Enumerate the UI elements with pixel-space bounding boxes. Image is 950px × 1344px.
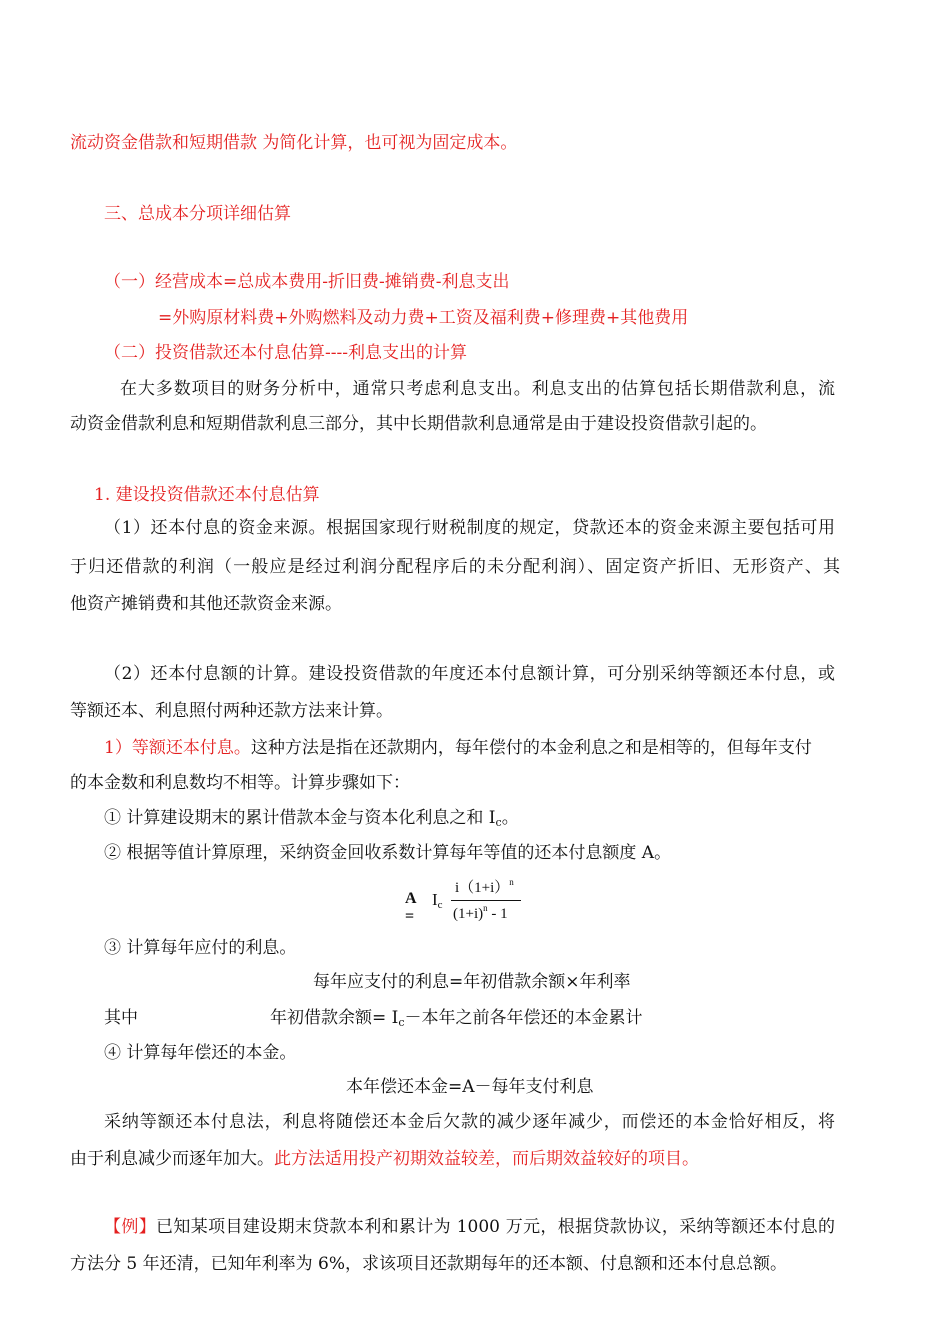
example-line xyxy=(104,1219,835,1236)
step-2: ② 根据等值计算原理，采纳资金回收系数计算每年等值的还本付息额度 A。 xyxy=(104,843,672,863)
formula-line: 本年偿还本金=A－每年支付利息 xyxy=(346,1077,594,1097)
text-line: =外购原材料费+外购燃料及动力费+工资及福利费+修理费+其他费用 xyxy=(158,308,689,328)
text-span: ① 计算建设期末的累计借款本金与资本化利息之和 I xyxy=(104,808,496,828)
paragraph-line: 在大多数项目的财务分析中，通常只考虑利息支出。利息支出的估算包括长期借款利息，流 xyxy=(120,379,835,399)
text-span: 年初借款余额= I xyxy=(270,1008,399,1028)
superscript: n xyxy=(509,877,514,887)
paragraph-line: 的本金数和利息数均不相等。计算步骤如下： xyxy=(70,773,410,793)
step-1 xyxy=(104,810,519,828)
ic-symbol: I xyxy=(432,890,438,909)
formula-numerator xyxy=(455,876,514,897)
step-3: ③ 计算每年应付的利息。 xyxy=(104,938,297,958)
section-heading: 三、总成本分项详细估算 xyxy=(104,204,291,224)
paragraph-line xyxy=(70,1151,699,1168)
subscript: c xyxy=(495,816,502,829)
fraction-bar xyxy=(451,900,521,901)
paragraph-line: 采纳等额还本付息法，利息将随偿还本金后欠款的减少逐年减少，而偿还的本金恰好相反，将 xyxy=(104,1112,835,1132)
subsection-heading: （二）投资借款还本付息估算----利息支出的计算 xyxy=(104,343,467,363)
text-span: 。 xyxy=(501,808,519,828)
paragraph-line: （2）还本付息额的计算。建设投资借款的年度还本付息额计算，可分别采纳等额还本付息，或 xyxy=(104,664,835,684)
denominator-text: (1+i) xyxy=(453,906,484,922)
paragraph-line: 动资金借款利息和短期借款利息三部分，其中长期借款利息通常是由于建设投资借款引起的。 xyxy=(70,414,767,434)
numerator-text: i（1+i） xyxy=(455,880,510,896)
formula-lhs: A = xyxy=(405,890,416,925)
paragraph-line: （1）还本付息的资金来源。根据国家现行财税制度的规定，贷款还本的资金来源主要包括可用 xyxy=(104,518,835,538)
paragraph-line: 等额还本、利息照付两种还款方法来计算。 xyxy=(70,701,393,721)
formula-line xyxy=(270,1010,643,1028)
label: 其中 xyxy=(104,1008,138,1028)
subscript: c xyxy=(398,1016,405,1029)
highlight-text: 此方法适用投产初期效益较差，而后期效益较好的项目。 xyxy=(274,1149,699,1169)
paragraph-line xyxy=(104,740,812,757)
superscript: n xyxy=(483,903,488,913)
highlight-text: 1）等额还本付息。 xyxy=(104,738,251,758)
text-span: 已知某项目建设期末贷款本利和累计为 1000 万元，根据贷款协议，采纳等额还本付息的 xyxy=(156,1217,835,1237)
text-line: 流动资金借款和短期借款 为简化计算，也可视为固定成本。 xyxy=(70,133,518,153)
step-4: ④ 计算每年偿还的本金。 xyxy=(104,1043,297,1063)
text-span: 这种方法是指在还款期内，每年偿付的本金利息之和是相等的，但每年支付 xyxy=(250,738,812,758)
formula-ic xyxy=(432,890,443,911)
text-span: －本年之前各年偿还的本金累计 xyxy=(404,1008,643,1028)
example-line: 方法分 5 年还清，已知年利率为 6%，求该项目还款期每年的还本额、付息额和还本付息总额。 xyxy=(70,1254,787,1274)
denominator-text: - 1 xyxy=(487,906,508,922)
subsection-heading: （一）经营成本=总成本费用-折旧费-摊销费-利息支出 xyxy=(104,272,510,292)
formula-denominator xyxy=(453,903,508,923)
heading: 1. 建设投资借款还本付息估算 xyxy=(94,485,320,505)
example-tag: 【例】 xyxy=(104,1217,157,1237)
paragraph-line: 他资产摊销费和其他还款资金来源。 xyxy=(70,594,342,614)
text-span: 由于利息减少而逐年加大。 xyxy=(70,1149,274,1169)
subscript: c xyxy=(437,899,443,911)
paragraph-line: 于归还借款的利润（一般应是经过利润分配程序后的未分配利润）、固定资产折旧、无形资产、其 xyxy=(70,557,840,577)
formula-line: 每年应支付的利息=年初借款余额×年利率 xyxy=(313,972,631,992)
